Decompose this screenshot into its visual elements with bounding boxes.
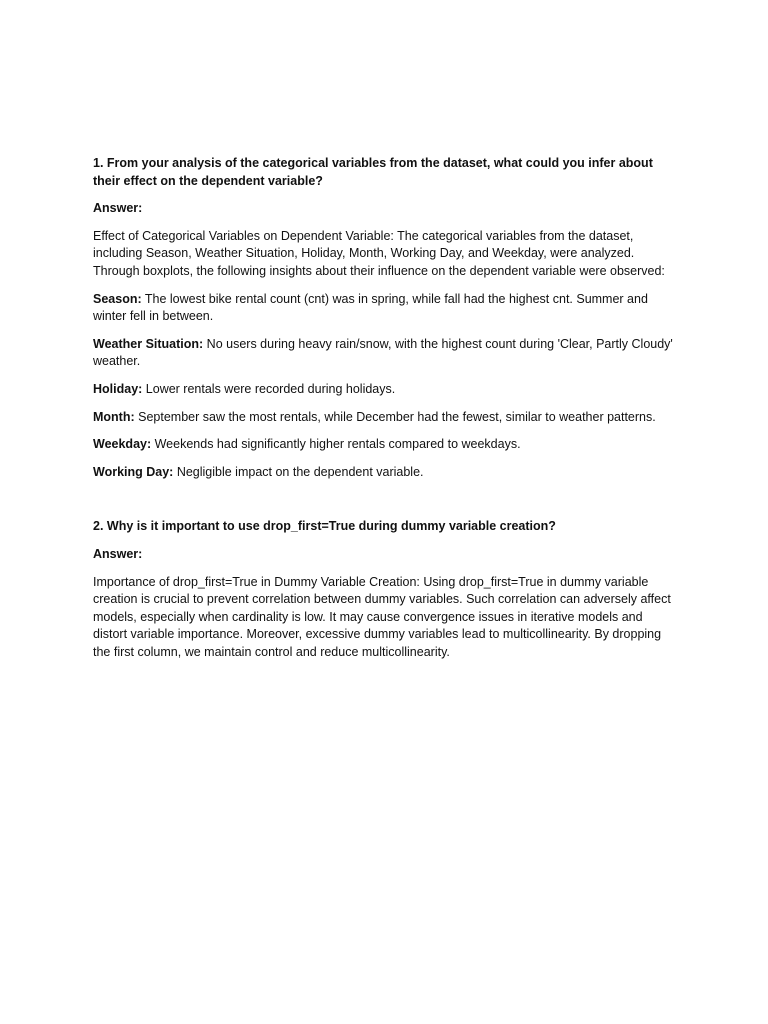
insight-text: The lowest bike rental count (cnt) was in spring, while fall had the highest cnt. Summer and winter fell in between. bbox=[93, 291, 648, 324]
insight-weather-situation bbox=[93, 336, 678, 371]
insight-term: Weekday: bbox=[93, 437, 152, 452]
insight-season bbox=[93, 291, 678, 326]
insight-term: Month: bbox=[93, 409, 135, 424]
insight-text: September saw the most rentals, while December had the fewest, similar to weather patterns. bbox=[134, 409, 656, 424]
insight-term: Holiday: bbox=[93, 381, 143, 396]
question-1: 1. From your analysis of the categorical variables from the dataset, what could you infer about their effect on the dependent variable? bbox=[93, 156, 653, 188]
insight-text: Weekends had significantly higher rentals compared to weekdays. bbox=[151, 437, 521, 452]
answer-label-2: Answer: bbox=[93, 546, 143, 561]
answer-1-intro: Effect of Categorical Variables on Dependent Variable: The categorical variables from the dataset, including Season, Weather Situation, Holiday, Month, Working Day, and Weekday, were analyzed. Through boxplots, the following insights about their influence on the dependent variable were observed: bbox=[93, 228, 665, 278]
insight-text: Negligible impact on the dependent variable. bbox=[173, 464, 424, 479]
section-spacer bbox=[93, 491, 678, 518]
document-page bbox=[93, 155, 678, 671]
insight-text: Lower rentals were recorded during holidays. bbox=[142, 381, 396, 396]
insight-text: No users during heavy rain/snow, with the highest count during 'Clear, Partly Cloudy' weather. bbox=[93, 336, 673, 369]
insight-term: Season: bbox=[93, 291, 142, 306]
insight-term: Weather Situation: bbox=[93, 336, 204, 351]
insight-term: Working Day: bbox=[93, 464, 174, 479]
insight-month bbox=[93, 409, 678, 427]
insight-holiday bbox=[93, 381, 678, 399]
insight-working-day bbox=[93, 464, 678, 482]
insight-weekday bbox=[93, 436, 678, 454]
answer-label-1: Answer: bbox=[93, 201, 143, 216]
answer-2-body: Importance of drop_first=True in Dummy Variable Creation: Using drop_first=True in dummy variable creation is crucial to prevent correlation between dummy variables. Such correlation can adversely affect models, especially when cardinality is low. It may cause convergence issues in iterative models and distort variable importance. Moreover, excessive dummy variables lead to multicollinearity. By dropping the first column, we maintain control and reduce multicollinearity. bbox=[93, 574, 671, 659]
question-2: 2. Why is it important to use drop_first=True during dummy variable creation? bbox=[93, 519, 556, 534]
